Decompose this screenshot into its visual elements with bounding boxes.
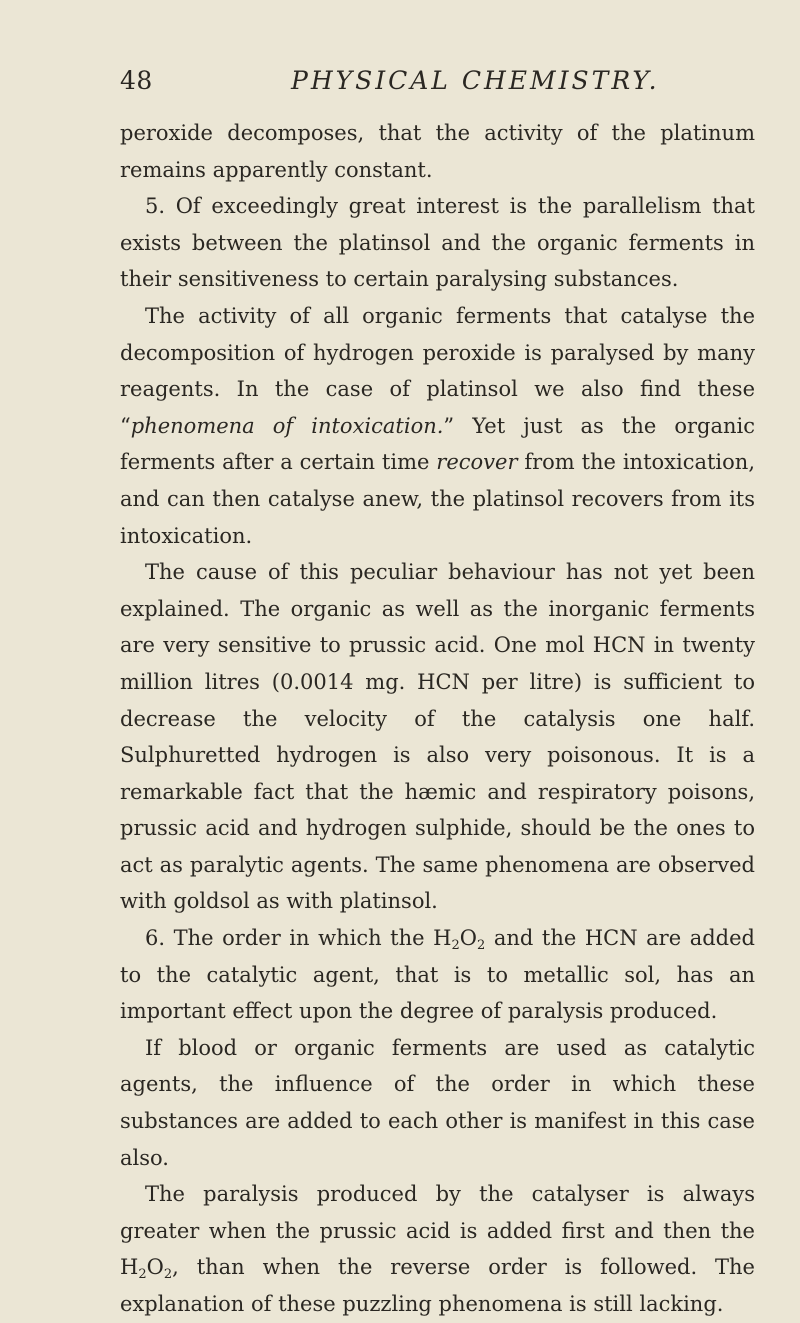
paragraph-paralysis [120,1176,755,1322]
paralysis-text-3: , than when the reverse order is followed. The explanation of these puzzling phenomena is still lacking. [120,1255,755,1316]
intoxication-phenomena-italic: phenomena of intoxication. [130,413,444,438]
intoxication-text-3: from the intoxication, and can then catalyse anew, the platinsol recovers from its intoxication. [120,450,755,548]
paralysis-text-2: O [146,1255,164,1280]
paralysis-subscript-2: 2 [163,1267,173,1283]
paragraph-intoxication [120,298,755,554]
paragraph-blood: If blood or organic ferments are used as catalytic agents, the influence of the order in which these substances are added to each other is manifest in this case also. [120,1035,755,1170]
paralysis-subscript-1: 2 [138,1267,147,1283]
order-text-2: O [459,926,477,951]
order-text-3: and the HCN are added to the catalytic agent, that is to metallic sol, has an important effect upon the degree of paralysis produced. [120,926,755,1024]
intoxication-recover-italic: recover [436,450,518,475]
paragraph-parallelism: 5. Of exceedingly great interest is the parallelism that exists between the platinsol and the organic ferments in their sensitiveness to certain paralysing substances. [120,194,755,292]
order-subscript-1: 2 [451,938,460,954]
page-header [120,66,755,106]
intoxication-text-2: ” Yet just as the organic ferments after a certain time [120,413,755,475]
paragraph-continuation: peroxide decomposes, that the activity of the platinum remains apparently constant. [120,121,755,182]
paralysis-text-1: The paralysis produced by the catalyser is always greater when the prussic acid is added first and then the H [120,1182,755,1280]
intoxication-text-1: The activity of all organic ferments that catalyse the decomposition of hydrogen peroxide is paralysed by many reagents. In the case of platinsol we also find these “ [120,303,755,438]
paragraph-order [120,920,755,1030]
running-head: PHYSICAL CHEMISTRY. [291,66,660,95]
paragraph-prussic-acid: The cause of this peculiar behaviour has not yet been explained. The organic as well as the inorganic ferments are very sensitive to prussic acid. One mol HCN in twenty million litres (0.0014 mg. HCN per litre) is sufficient to decrease the velocity of the catalysis one half. Sulphuretted hydrogen is also very poisonous. It is a remarkable fact that the hæmic and respiratory poisons, prussic acid and hydrogen sulphide, should be the ones to act as paralytic agents. The same phenomena are observed with goldsol as with platinsol. [120,560,755,914]
order-subscript-2: 2 [476,938,486,954]
page-number: 48 [120,66,153,95]
page-body [120,115,755,1323]
order-text-1: 6. The order in which the H [145,926,452,951]
